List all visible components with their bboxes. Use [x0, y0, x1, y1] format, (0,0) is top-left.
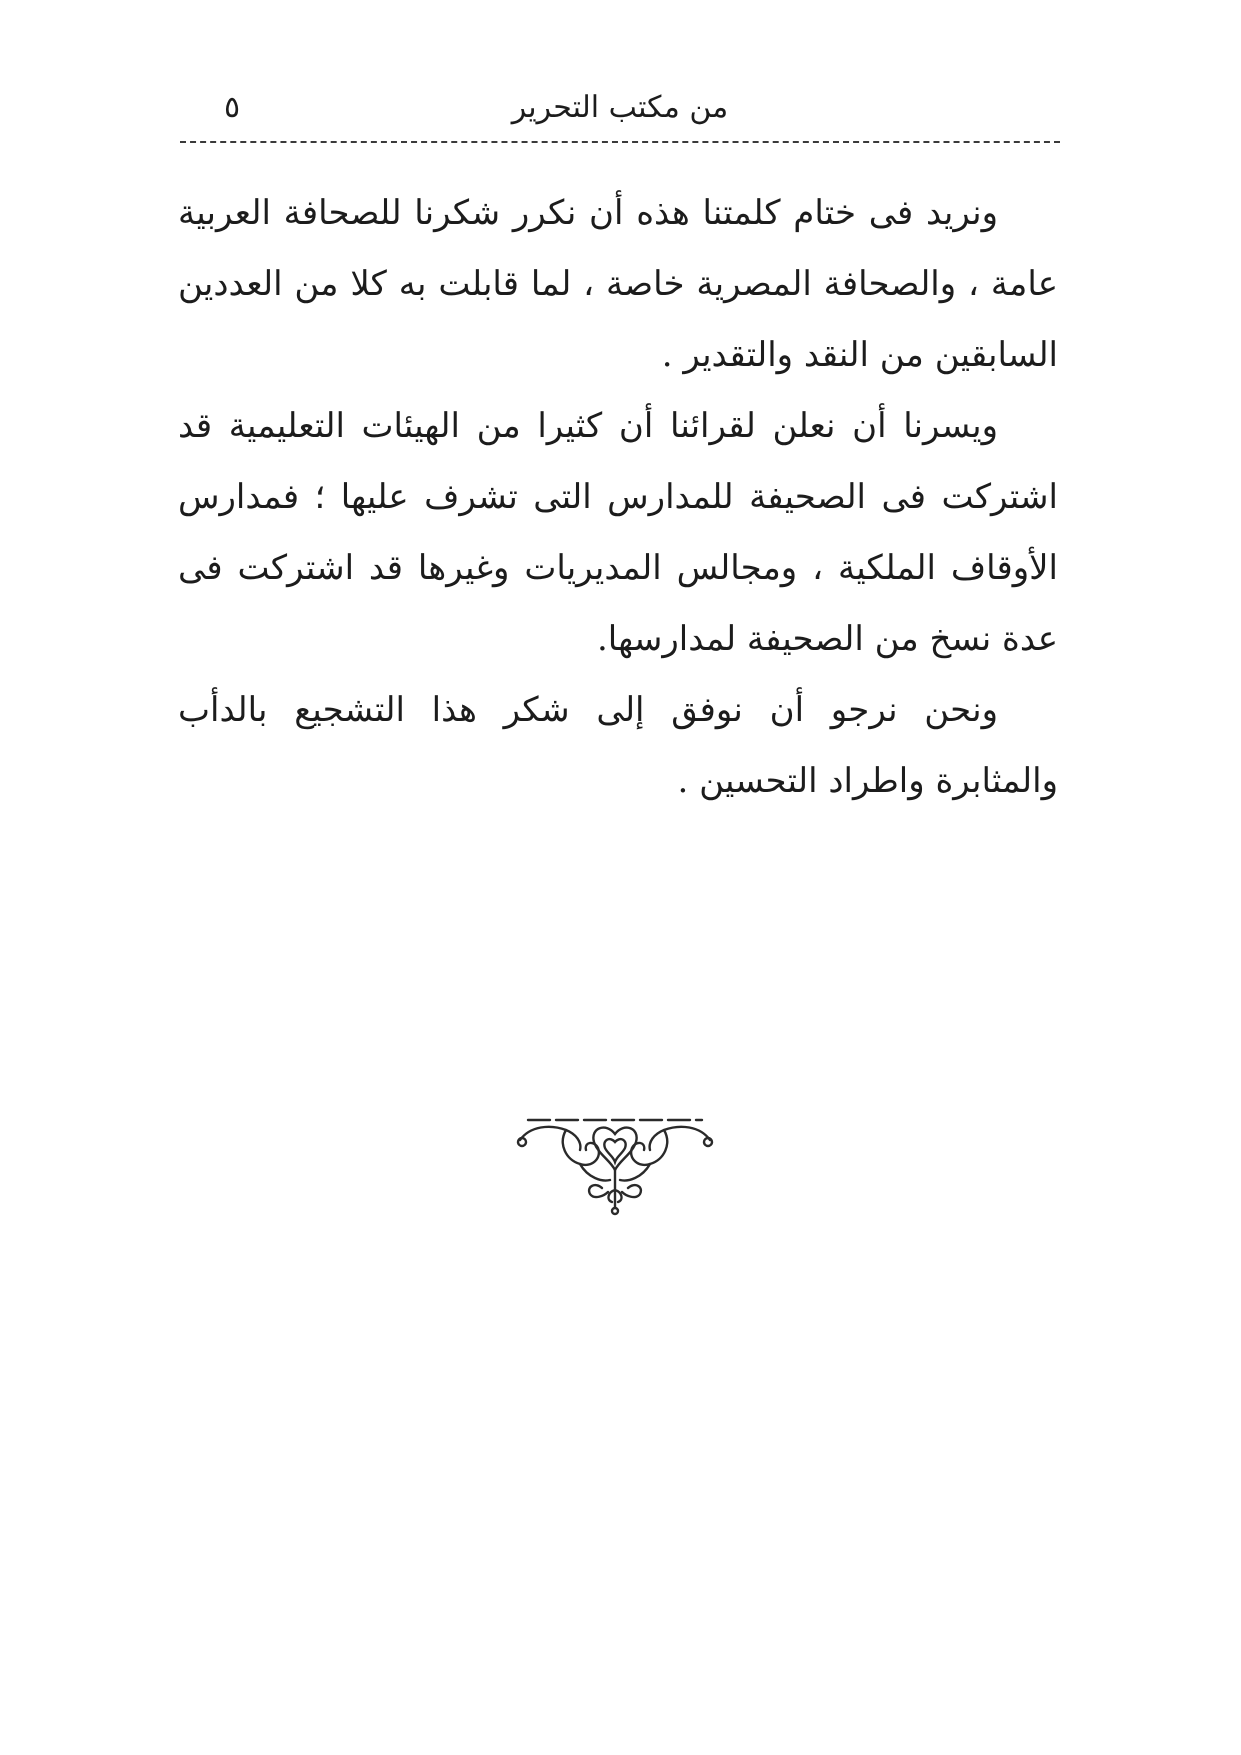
page-number: ٥: [224, 90, 241, 125]
paragraph: ونريد فى ختام كلمتنا هذه أن نكرر شكرنا للصحافة العربية عامة ، والصحافة المصرية خاصة ، لما قابلت به كلا من العددين السابقين من النقد والتقدير .: [178, 193, 1058, 375]
running-head: [180, 86, 1060, 130]
paragraph: ونحن نرجو أن نوفق إلى شكر هذا التشجيع بالدأب والمثابرة واطراد التحسين .: [178, 690, 1058, 801]
header-rule: [180, 141, 1060, 143]
scroll-ornament-icon: [510, 1108, 720, 1218]
body-text: [178, 178, 1058, 817]
paragraph: ويسرنا أن نعلن لقرائنا أن كثيرا من الهيئات التعليمية قد اشتركت فى الصحيفة للمدارس التى تشرف عليها ؛ فمدارس الأوقاف الملكية ، ومجالس المديريات وغيرها قد اشتركت فى عدة نسخ من الصحيفة لمدارسها.: [178, 406, 1058, 659]
running-title: من مكتب التحرير: [511, 90, 729, 125]
